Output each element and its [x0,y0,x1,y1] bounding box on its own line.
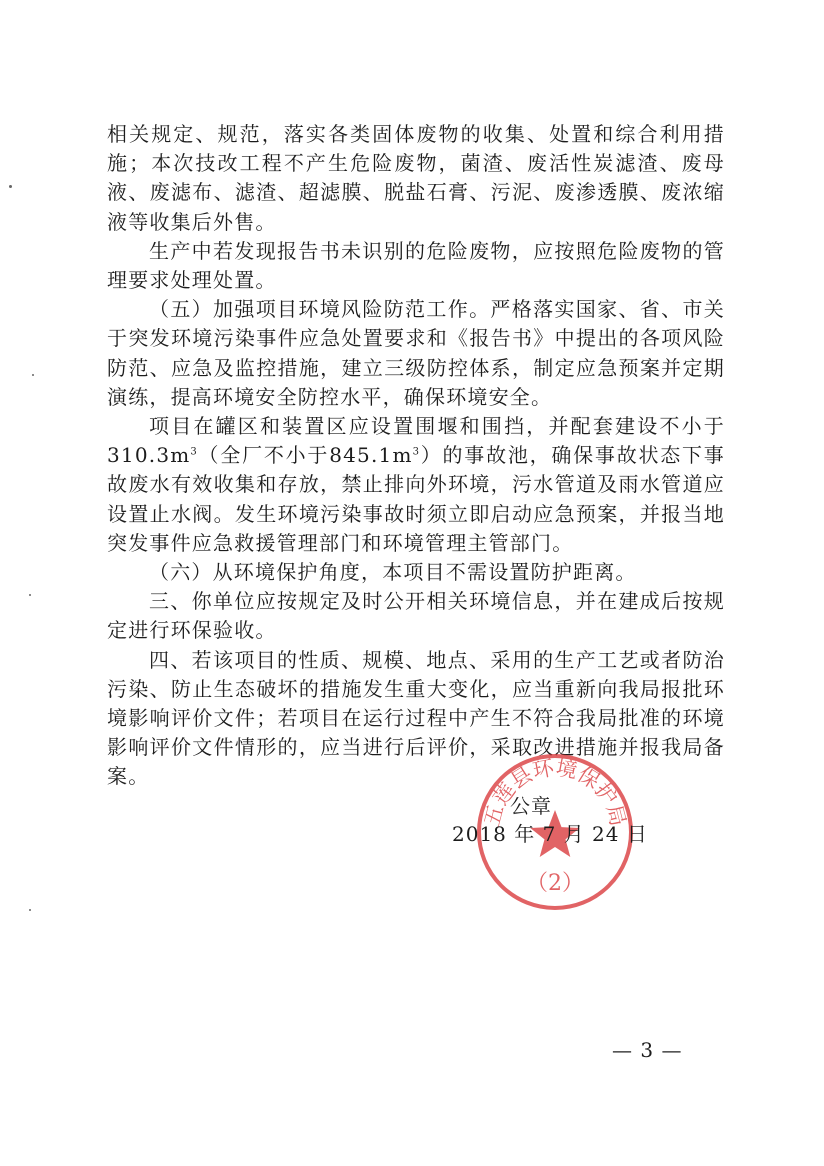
scan-speck [29,594,31,596]
scan-speck [9,185,12,188]
paragraph-risk-prevention: （五）加强项目环境风险防范工作。严格落实国家、省、市关于突发环境污染事件应急处置要求和《报告书》中提出的各项风险防范、应急及监控措施，建立三级防控体系，制定应急预案并定期演练，提高环境安全防控水平，确保环境安全。 [107,297,725,409]
seal-ring-text: 五莲县环境保护局 [479,755,631,829]
para4-text-a: 项目在罐区和装置区应设置围堰和围挡，并配套建设不小于 [149,414,725,439]
paragraph-accident-pool [107,412,725,558]
paragraph-major-changes: 四、若该项目的性质、规模、地点、采用的生产工艺或者防治污染、防止生态破坏的措施发生重大变化，应当重新向我局报批环境影响评价文件；若项目在运行过程中产生不符合我局批准的环境影响评价文件情形的，应当进行后评价，采取改进措施并报我局备案。 [107,647,725,789]
document-body [107,120,725,792]
para4-text-c: ）的事故池，确保事故状态下事故废水有效收集和存放，禁止排向外环境，污水管道及雨水管道应设置止水阀。发生环境污染事故时须立即启动应急预案，并报当地突发事件应急救援管理部门和环境管理主管部门。 [107,443,725,555]
seal-number: （2） [526,871,584,896]
para4-text-b: （全厂不小于 [197,443,330,468]
signature-date: 2018 年 7 月 24 日 [452,822,648,846]
scan-speck [32,374,34,376]
plant-pool-volume-value: 845.1m [329,443,413,468]
scan-speck [29,909,31,911]
paragraph-solid-waste: 相关规定、规范，落实各类固体废物的收集、处置和综合利用措施；本次技改工程不产生危险废物，菌渣、废活性炭滤渣、废母液、废滤布、滤渣、超滤膜、脱盐石膏、污泥、废渗透膜、废浓缩液等收集后外售。 [107,122,725,234]
paragraph-protection-distance: （六）从环境保护角度，本项目不需设置防护距离。 [149,560,637,585]
pool-volume-unit-exponent: 3 [190,446,198,458]
paragraph-disclosure: 三、你单位应按规定及时公开相关环境信息，并在建成后按规定进行环保验收。 [107,589,725,643]
pool-volume-value: 310.3m [107,443,191,468]
page-number: — 3 — [612,1038,683,1062]
plant-pool-volume-unit-exponent: 3 [412,446,421,458]
seal-label: 公章 [510,794,552,818]
paragraph-hazardous-waste: 生产中若发现报告书未识别的危险废物，应按照危险废物的管理要求处理处置。 [107,238,725,293]
